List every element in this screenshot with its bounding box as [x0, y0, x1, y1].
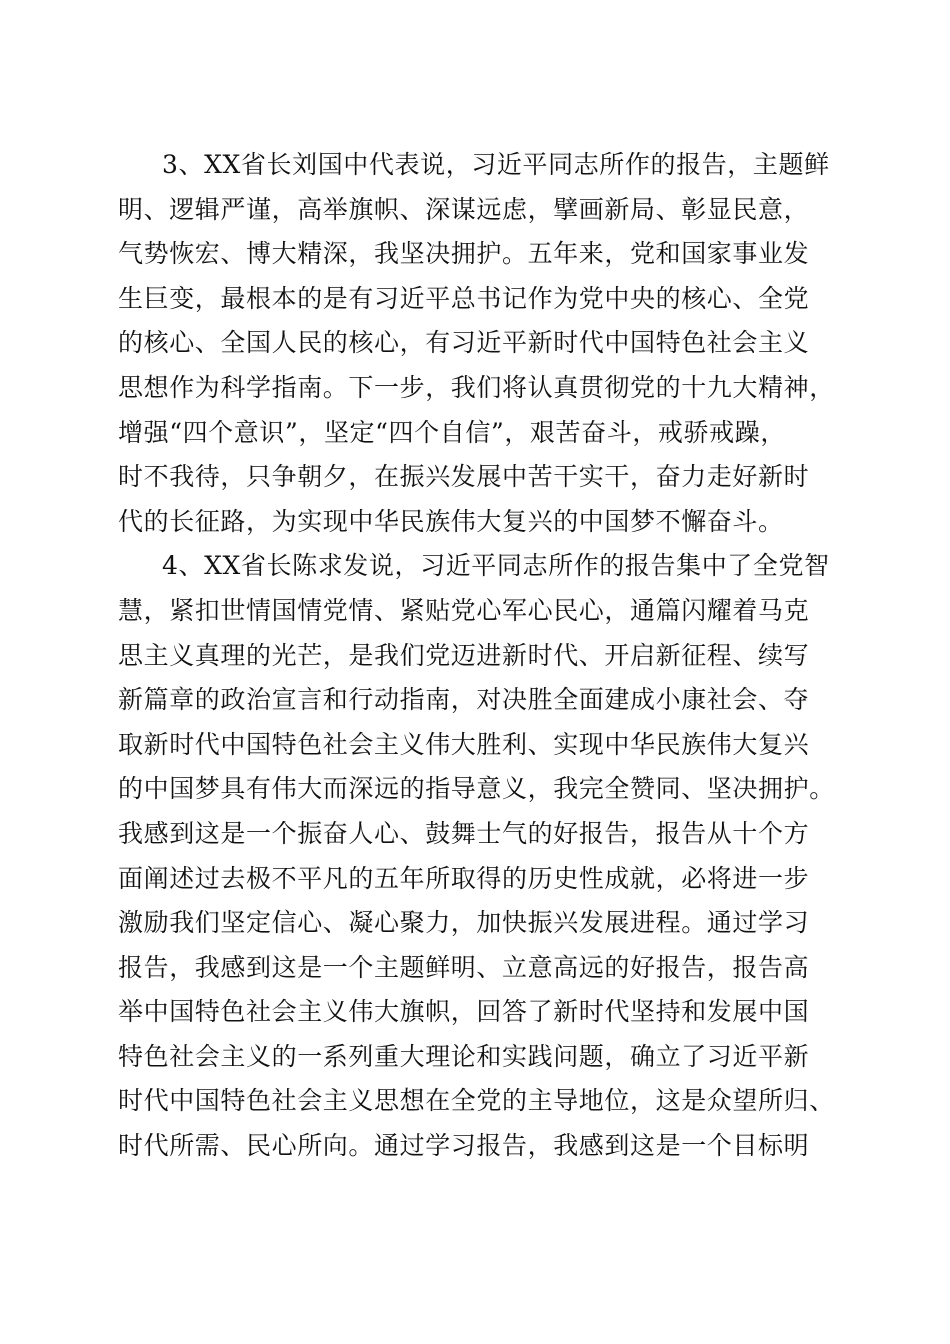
text-line: 举中国特色社会主义伟大旗帜，回答了新时代坚持和发展中国	[118, 997, 810, 1027]
text-line: 激励我们坚定信心、凝心聚力，加快振兴发展进程。通过学习	[118, 908, 810, 938]
text-line: 生巨变，最根本的是有习近平总书记作为党中央的核心、全党	[118, 283, 810, 313]
text-line: 时代中国特色社会主义思想在全党的主导地位，这是众望所归、	[118, 1086, 835, 1116]
text-line: 明、逻辑严谨，高举旗帜、深谋远虑，擘画新局、彰显民意，	[118, 194, 810, 224]
text-line: 增强“四个意识”，坚定“四个自信”，艰苦奋斗，戒骄戒躁，	[118, 417, 786, 447]
text-line: 4、XX省长陈求发说，习近平同志所作的报告集中了全党智	[162, 551, 830, 581]
text-line: 报告，我感到这是一个主题鲜明、立意高远的好报告，报告高	[118, 952, 810, 982]
text-line: 思主义真理的光芒，是我们党迈进新时代、开启新征程、续写	[118, 640, 810, 670]
text-line: 新篇章的政治宣言和行动指南，对决胜全面建成小康社会、夺	[118, 685, 810, 715]
text-line: 3、XX省长刘国中代表说，习近平同志所作的报告，主题鲜	[162, 150, 830, 179]
text-line: 我感到这是一个振奋人心、鼓舞士气的好报告，报告从十个方	[118, 818, 810, 848]
text-line: 取新时代中国特色社会主义伟大胜利、实现中华民族伟大复兴	[118, 729, 810, 759]
text-line: 面阐述过去极不平凡的五年所取得的历史性成就，必将进一步	[118, 863, 810, 893]
text-line: 的中国梦具有伟大而深远的指导意义，我完全赞同、坚决拥护。	[118, 774, 835, 804]
text-line: 特色社会主义的一系列重大理论和实践问题，确立了习近平新	[118, 1041, 810, 1071]
document-body	[118, 143, 838, 1169]
paragraph-4	[118, 544, 838, 1168]
text-line: 时不我待，只争朝夕，在振兴发展中苦干实干，奋力走好新时	[118, 462, 810, 492]
text-line: 代的长征路，为实现中华民族伟大复兴的中国梦不懈奋斗。	[118, 506, 784, 536]
text-line: 的核心、全国人民的核心，有习近平新时代中国特色社会主义	[118, 328, 810, 358]
text-line: 气势恢宏、博大精深，我坚决拥护。五年来，党和国家事业发	[118, 239, 810, 269]
text-line: 思想作为科学指南。下一步，我们将认真贯彻党的十九大精神，	[118, 372, 835, 402]
text-line: 时代所需、民心所向。通过学习报告，我感到这是一个目标明	[118, 1131, 810, 1161]
paragraph-3	[118, 143, 838, 544]
text-line: 慧，紧扣世情国情党情、紧贴党心军心民心，通篇闪耀着马克	[118, 595, 810, 625]
